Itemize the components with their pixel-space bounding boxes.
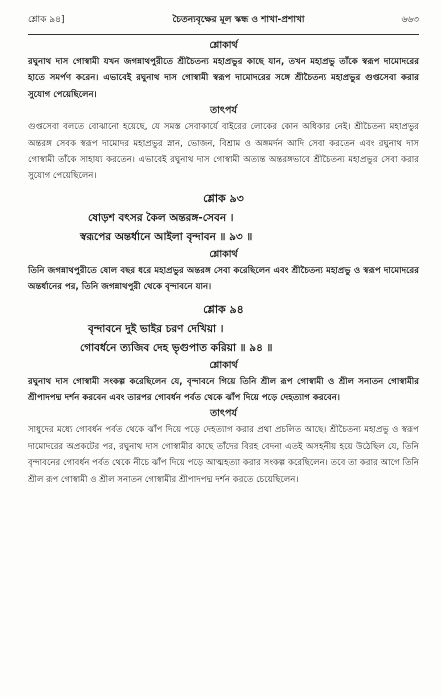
translation-text: রঘুনাথ দাস গোস্বামী যখন জগন্নাথপুরীতে শ্রীচৈতন্য মহাপ্রভুর কাছে যান, তখন মহাপ্রভু তাঁকে স্বরূপ দামোদরের হাতে সমর্পণ করেন। এভাবেই রঘুনাথ দাস গোস্বামী স্বরূপ দামোদরের সঙ্গে শ্রীচৈতন্য মহাপ্রভুর গুপ্তসেবা করার সুযোগ পেয়েছিলেন। [28,57,419,100]
verse-94 [28,320,419,358]
verse-93 [28,209,419,247]
verse-93-line-1: ষোড়শ বৎসর কৈল অন্তরঙ্গ-সেবন । [88,211,234,224]
verse-94-line-1: বৃন্দাবনে দুই ভাইর চরণ দেখিয়া । [88,322,224,335]
header-page-number: ৬৬৩ [401,14,419,25]
verse-93-line-2: স্বরূপের অন্তর্ধানে আইলা বৃন্দাবন ॥ ৯৩ ॥ [80,230,253,243]
verse-94-heading: শ্লোক ৯৪ [203,302,244,316]
page-body [28,38,419,488]
purport-heading: তাৎপর্য [210,105,237,117]
running-header [28,10,419,28]
verse-94-purport-heading: তাৎপর্য [210,408,237,420]
purport-text: গুপ্তসেবা বলতে বোঝানো হয়েছে, যে সমস্ত সেবাকার্যে বাইরের লোকের কোন অধিকার নেই। শ্রীচৈতন্য মহাপ্রভুর অন্তরঙ্গ সেবক স্বরূপ দামোদর মহাপ্রভুর স্নান, ভোজন, বিশ্রাম ও অঙ্গমর্দন আদি সেবা করতেন এবং রঘুনাথ দাস গোস্বামী তাঁকে সাহায্য করতেন। এভাবেই রঘুনাথ দাস গোস্বামী অত্যন্ত অন্তরঙ্গভাবে শ্রীচৈতন্য মহাপ্রভুর সেবা করার সুযোগ পেয়েছিলেন। [28,122,419,182]
header-chapter-title: চৈতন্যবৃক্ষের মূল স্কন্ধ ও শাখা-প্রশাখা [172,14,305,25]
verse-94-line-2: গোবর্ধনে ত্যজিব দেহ ভৃগুপাত করিয়া ॥ ৯৪ ॥ [80,341,273,354]
verse-93-translation-heading: শ্লোকার্থ [209,248,238,260]
verse-93-heading: শ্লোক ৯৩ [203,191,244,205]
header-verse-ref: শ্লোক ৯৪] [28,14,65,25]
verse-94-purport: সাধুদের মধ্যে গোবর্ধন পর্বত থেকে ঝাঁপ দিয়ে পড়ে দেহত্যাগ করার প্রথা প্রচলিত আছে। শ্রীচৈতন্য মহাপ্রভু ও স্বরূপ দামোদরের অপ্রকটের পর, রঘুনাথ দাস গোস্বামীর কাছে তাঁদের বিরহ বেদনা এতই অসহনীয় হয়ে উঠেছিল যে, তিনি বৃন্দাবনের গোবর্ধন পর্বত থেকে নীচে ঝাঁপ দিয়ে পড়ে আত্মহত্যা করার সংকল্প করেছিলেন। তবে তা করার আগে তিনি শ্রীল রূপ গোস্বামী ও শ্রীল সনাতন গোস্বামীর শ্রীপাদপদ্ম দর্শন করতে চেয়েছিলেন। [28,425,419,485]
header-rule [28,34,419,35]
verse-94-translation-heading: শ্লোকার্থ [209,359,238,371]
verse-94-translation: রঘুনাথ দাস গোস্বামী সংকল্প করেছিলেন যে, বৃন্দাবনে গিয়ে তিনি শ্রীল রূপ গোস্বামী ও শ্রীল সনাতন গোস্বামীর শ্রীপাদপদ্ম দর্শন করবেন এবং তারপর গোবর্ধন পর্বত থেকে ঝাঁপ দিয়ে পড়ে দেহত্যাগ করবেন। [28,376,419,404]
verse-93-translation: তিনি জগন্নাথপুরীতে ষোল বছর ধরে মহাপ্রভুর অন্তরঙ্গ সেবা করেছিলেন এবং শ্রীচৈতন্য মহাপ্রভু ও স্বরূপ দামোদরের অন্তর্ধানের পর, তিনি জগন্নাথপুরী থেকে বৃন্দাবনে যান। [28,265,419,293]
translation-heading: শ্লোকার্থ [209,40,238,51]
